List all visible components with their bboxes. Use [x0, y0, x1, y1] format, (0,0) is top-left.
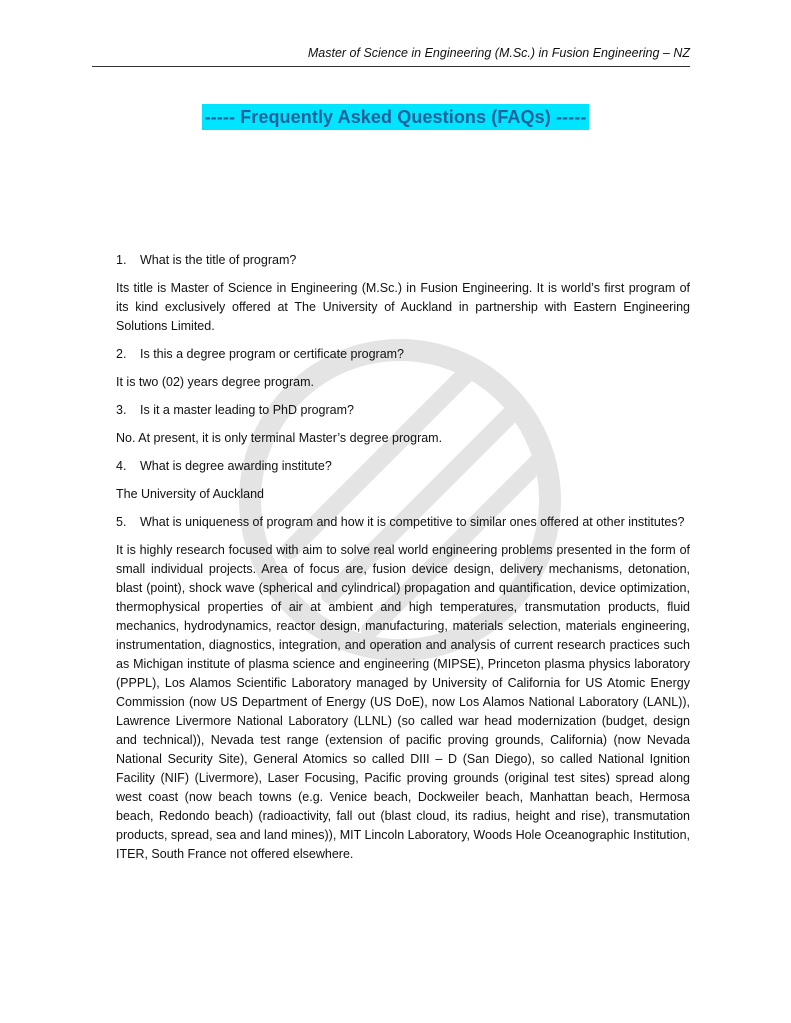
faq-question-4	[116, 457, 690, 476]
faq-list	[116, 251, 690, 873]
header-title: Master of Science in Engineering (M.Sc.) in Fusion Engineering – NZ	[307, 46, 690, 60]
question-text: What is uniqueness of program and how it is competitive to similar ones offered at other institutes?	[140, 515, 685, 529]
faq-answer-1: Its title is Master of Science in Engineering (M.Sc.) in Fusion Engineering. It is world’s first program of its kind exclusively offered at The University of Auckland in partnership with Eastern Engineering Solutions Limited.	[116, 281, 690, 333]
question-text: Is this a degree program or certificate program?	[140, 347, 405, 361]
faq-answer-5: It is highly research focused with aim to solve real world engineering problems presented in the form of small individual projects. Area of focus are, fusion device design, delivery mechanisms, detonation, blast (point), shock wave (spherical and cylindrical) propagation and quantification, device optimization, thermophysical properties of air at ambient and high temperatures, transmutation products, fluid mechanics, hydrodynamics, reactor design, manufacturing, materials selection, materials engineering, instrumentation, diagnostics, integration, and operation and analysis of current research practices such as Michigan institute of plasma science and engineering (MIPSE), Princeton plasma physics laboratory (PPPL), Los Alamos Scientific Laboratory managed by University of California for US Atomic Energy Commission (now US Department of Energy (US DoE), now Los Alamos National Laboratory (LANL)), Lawrence Livermore National Laboratory (LLNL) (so called war head modernization (budget, design and technical)), Nevada test range (extension of pacific proving grounds, California) (now Nevada National Security Site), General Atomics so called DIII – D (San Diego), so called National Ignition Facility (NIF) (Livermore), Laser Focusing, Pacific proving grounds (original test sites) spread along west coast (now beach towns (e.g. Venice beach, Dockweiler beach, Manhattan beach, Hermosa beach, Redondo beach) (radioactivity, fall out (blast cloud, its radius, height and rise), transmutation products, spread, sea and land mines)), MIT Lincoln Laboratory, Woods Hole Oceanographic Institution, ITER, South France not offered elsewhere.	[116, 543, 690, 861]
faq-answer-2: It is two (02) years degree program.	[116, 375, 314, 389]
faq-title: ----- Frequently Asked Questions (FAQs) -----	[202, 104, 590, 130]
question-number: 5.	[116, 515, 127, 529]
faq-question-1	[116, 251, 690, 270]
question-text: What is degree awarding institute?	[140, 459, 332, 473]
question-text: Is it a master leading to PhD program?	[140, 403, 354, 417]
faq-question-5	[116, 513, 690, 532]
faq-answer-4: The University of Auckland	[116, 487, 264, 501]
question-number: 1.	[116, 253, 127, 267]
question-text: What is the title of program?	[140, 253, 297, 267]
question-number: 4.	[116, 459, 127, 473]
faq-title-wrap	[0, 104, 791, 130]
question-number: 2.	[116, 347, 127, 361]
faq-answer-3: No. At present, it is only terminal Master’s degree program.	[116, 431, 443, 445]
page-header	[92, 46, 690, 67]
question-number: 3.	[116, 403, 127, 417]
faq-question-3	[116, 401, 690, 420]
faq-question-2	[116, 345, 690, 364]
